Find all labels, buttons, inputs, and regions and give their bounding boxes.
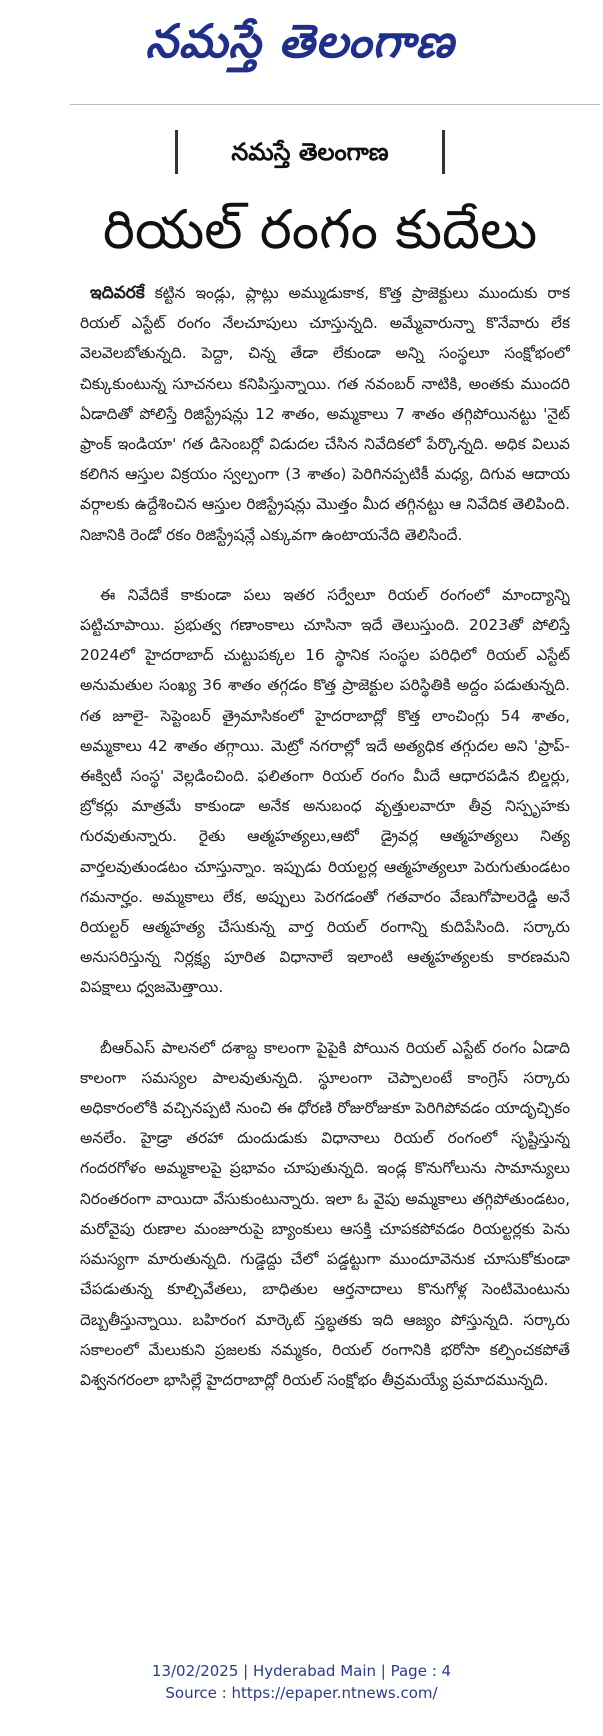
article-paragraph-1 [80, 278, 570, 550]
clip-header-right-bar [442, 130, 445, 174]
masthead [0, 0, 603, 100]
article-paragraph-3 [80, 1033, 570, 1395]
newspaper-logo: నమస్తే తెలంగాణ [145, 14, 455, 68]
article-body [80, 278, 570, 1638]
clip-header-left-bar [175, 130, 178, 174]
paragraph-text: ఈ నివేదికే కాకుండా పలు ఇతర సర్వేలూ రియల్ రంగంలో మాంద్యాన్ని పట్టిచూపాయి. ప్రభుత్వ గణాంకాలు చూసినా ఇదే తెలుస్తుంది. 2023తో పోలిస్తే 2024లో హైదరాబాద్ చుట్టుపక్కల 16 స్థానిక సంస్థల పరిధిలో రియల్ ఎస్టేట్ అనుమతుల సంఖ్య 36 శాతం తగ్గడం కొత్త ప్రాజెక్టుల పరిస్థితికి అద్దం పడుతున్నది. గత జూలై- సెప్టెంబర్ త్రైమాసికంలో హైదరాబాద్లో కొత్త లాంచింగ్లు 54 శాతం, అమ్మకాలు 42 శాతం తగ్గాయి. మెట్రో నగరాల్లో ఇదే అత్యధిక తగ్గుదల అని 'ప్రాప్-ఈక్విటీ సంస్థ' వెల్లడించింది. ఫలితంగా రియల్ రంగం మీదే ఆధారపడిన బిల్డర్లు, బ్రోకర్లు మాత్రమే కాకుండా అనేక అనుబంధ వృత్తులవారూ తీవ్ర నిస్పృహకు గురవుతున్నారు. రైతు ఆత్మహత్యలు,ఆటో డ్రైవర్ల ఆత్మహత్యలు నిత్య వార్తలవుతుండటం చూస్తున్నాం. ఇప్పుడు రియల్టర్ల ఆత్మహత్యలూ పెరుగుతుండటం గమనార్హం. అమ్మకాలు లేక, అప్పులు పెరగడంతో గతవారం వేణుగోపాలరెడ్డి అనే రియల్టర్ ఆత్మహత్య చేసుకున్న వార్త రియల్ రంగాన్ని కుదిపేసింది. సర్కారు అనుసరిస్తున్న నిర్లక్ష్య పూరిత విధానాలే ఇలాంటి ఆత్మహత్యలకు కారణమని విపక్షాలు ధ్వజమెత్తాయి. [80, 585, 570, 997]
masthead-divider [70, 104, 600, 105]
clip-header [175, 130, 445, 174]
footer-edition-info: 13/02/2025 | Hyderabad Main | Page : 4 [151, 1662, 452, 1680]
footer-source-link[interactable]: Source : https://epaper.ntnews.com/ [165, 1684, 438, 1702]
lead-word: ఇదివరకే [90, 283, 145, 303]
page-footer [0, 1660, 603, 1720]
clip-header-title: నమస్తే తెలంగాణ [231, 138, 389, 166]
paragraph-text: కట్టిన ఇండ్లు, ప్లాట్లు అమ్ముడుకాక, కొత్త ప్రాజెక్టులు ముందుకు రాక రియల్ ఎస్టేట్ రంగం నేలచూపులు చూస్తున్నది. అమ్మేవారున్నా కొనేవారు లేక వెలవెలబోతున్నది. పెద్దా, చిన్న తేడా లేకుండా అన్ని సంస్థలూ సంక్షోభంలో చిక్కుకుంటున్న సూచనలు కనిపిస్తున్నాయి. గత నవంబర్ నాటికి, అంతకు ముందరి ఏడాదితో పోలిస్తే రిజిస్ట్రేషన్లు 12 శాతం, అమ్మకాలు 7 శాతం తగ్గిపోయినట్టు 'నైట్ ఫ్రాంక్ ఇండియా' గత డిసెంబర్లో విడుదల చేసిన నివేదికలో పేర్కొన్నది. అధిక విలువ కలిగిన ఆస్తుల విక్రయం స్వల్పంగా (3 శాతం) పెరిగినప్పటికీ మధ్య, దిగువ ఆదాయ వర్గాలకు ఉద్దేశించిన ఆస్తుల రిజిస్ట్రేషన్లు మొత్తం మీద తగ్గినట్టు ఆ నివేదిక తెలిపింది. నిజానికి రెండో రకం రిజిస్ట్రేషన్లే ఎక్కువగా ఉంటాయనేది తెలిసిందే. [80, 284, 570, 544]
article-headline: రియల్ రంగం కుదేలు [102, 198, 538, 261]
paragraph-text: బీఆర్ఎస్ పాలనలో దశాబ్ద కాలంగా పైపైకి పోయిన రియల్ ఎస్టేట్ రంగం ఏడాది కాలంగా సమస్యల పాలవుతున్నది. స్థూలంగా చెప్పాలంటే కాంగ్రెస్ సర్కారు అధికారంలోకి వచ్చినప్పటి నుంచి ఈ ధోరణి రోజురోజుకూ పెరిగిపోవడం యాదృచ్ఛికం అనలేం. హైడ్రా తరహా దుందుడుకు విధానాలు రియల్ రంగంలో సృష్టిస్తున్న గందరగోళం అమ్మకాలపై ప్రభావం చూపుతున్నది. ఇండ్ల కొనుగోలును సామాన్యులు నిరంతరంగా వాయిదా వేసుకుంటున్నారు. ఇలా ఓ వైపు అమ్మకాలు తగ్గిపోతుండటం, మరోవైపు రుణాల మంజూరుపై బ్యాంకులు ఆసక్తి చూపకపోవడం రియల్టర్లకు పెను సమస్యగా మారుతున్నది. గుడ్డెద్దు చేలో పడ్డట్టుగా ముందూవెనుక చూసుకోకుండా చేపడుతున్న కూల్చివేతలు, బాధితుల ఆర్తనాదాలు కొనుగోళ్ల సెంటిమెంటును దెబ్బతీస్తున్నాయి. బహిరంగ మార్కెట్ స్తబ్ధతకు ఇది ఆజ్యం పోస్తున్నది. సర్కారు సకాలంలో మేలుకుని ప్రజలకు నమ్మకం, రియల్ రంగానికి భరోసా కల్పించకపోతే విశ్వనగరంలా భాసిల్లే హైదరాబాద్లో రియల్ సంక్షోభం తీవ్రమయ్యే ప్రమాదమున్నది. [80, 1038, 570, 1389]
article-paragraph-2 [80, 580, 570, 1003]
